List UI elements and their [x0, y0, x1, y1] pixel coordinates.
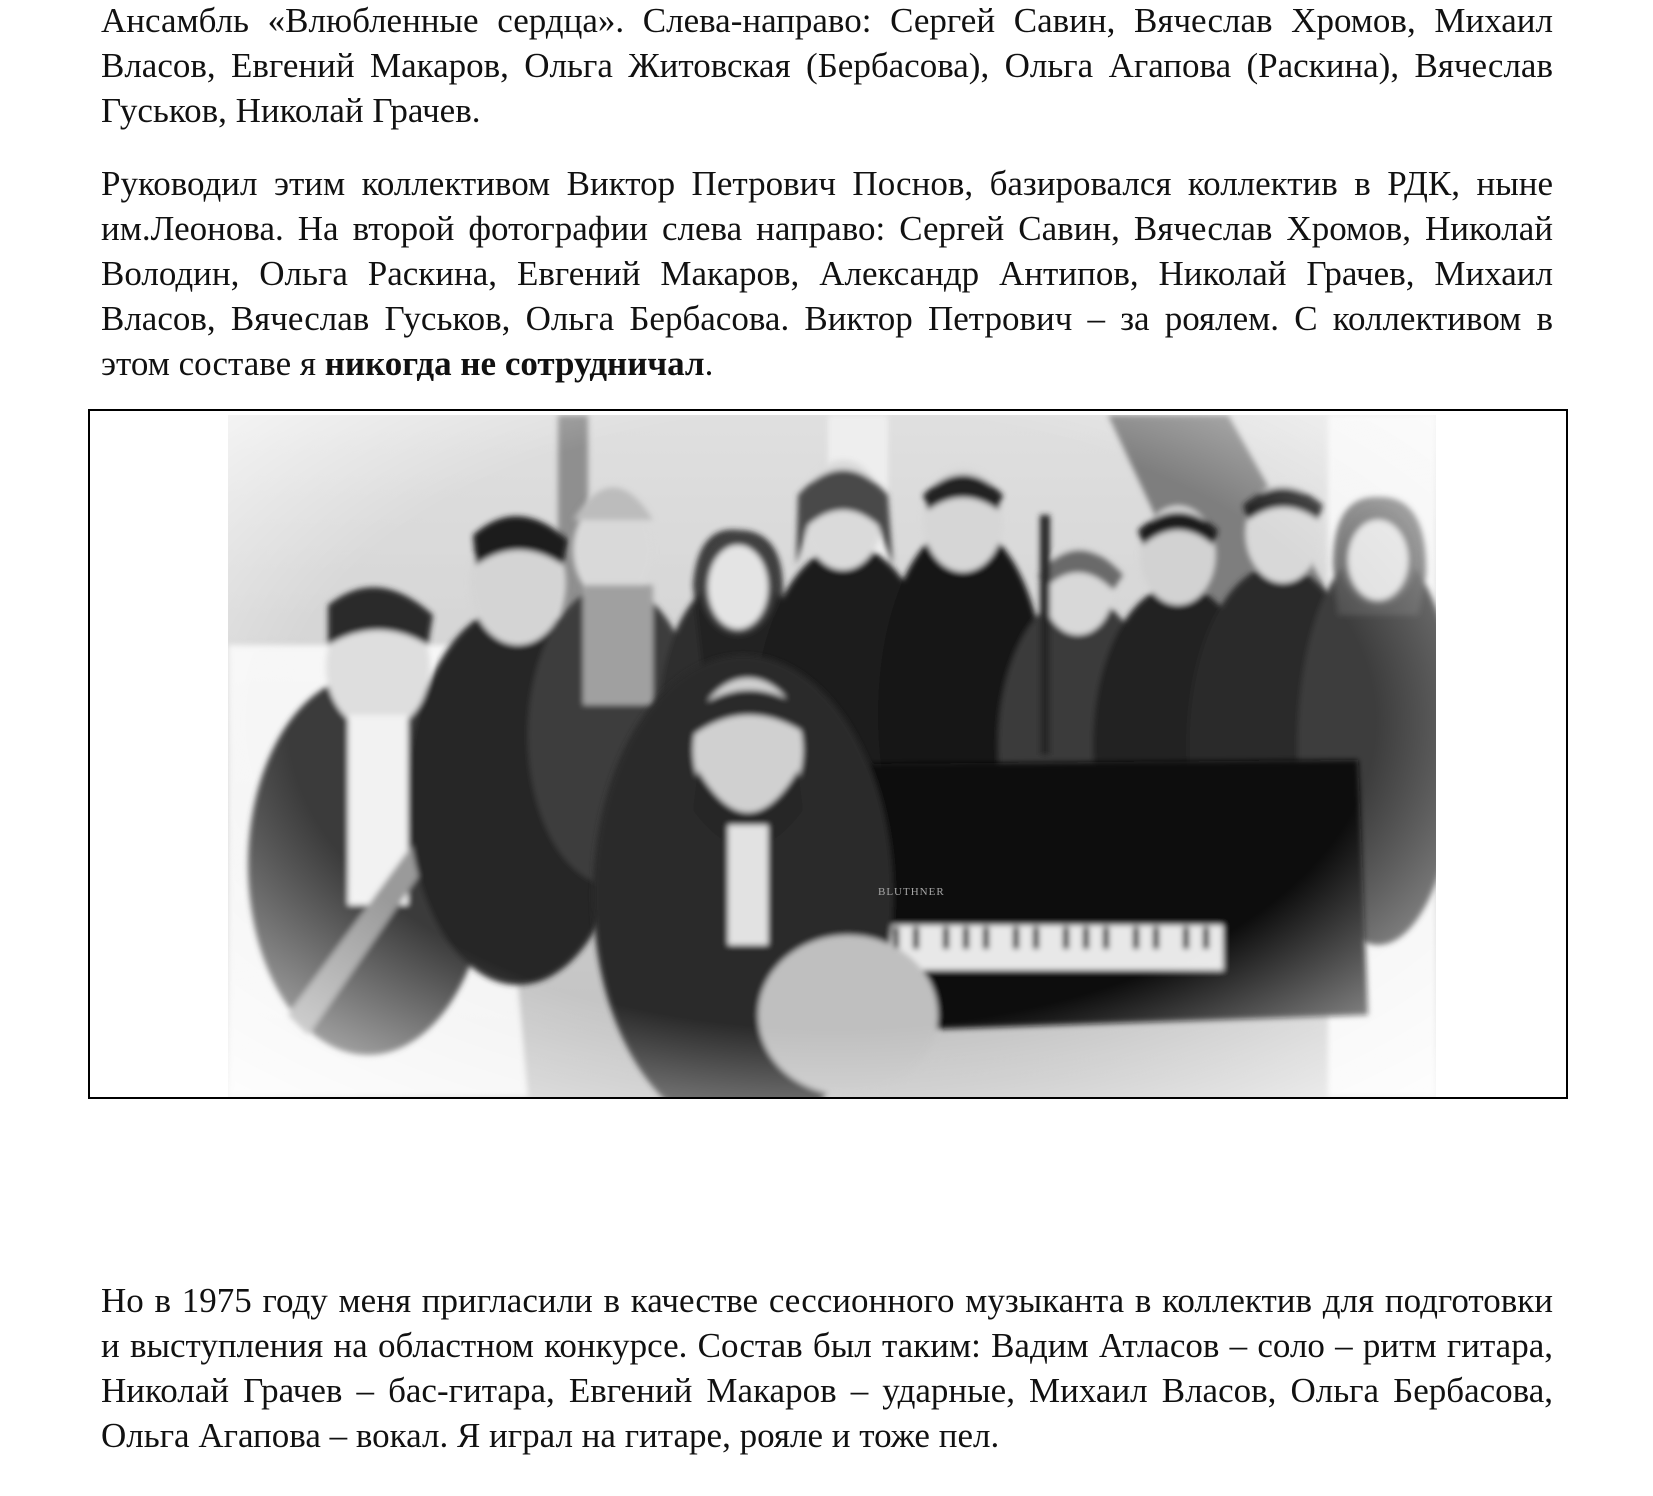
group-photo — [228, 415, 1436, 1097]
paragraph-session-musician: Но в 1975 году меня пригласили в качестве сессионного музыканта в коллектив для подготовки и выступления на областном конкурсе. Состав был таким: Вадим Атласов – соло – ритм гитара, Николай Грачев – бас-гитара, Евгений Макаров – ударные, Михаил Власов, Ольга Бербасова, Ольга Агапова – вокал. Я играл на гитаре, рояле и тоже пел. — [101, 1281, 1553, 1455]
paragraph-director-description — [101, 161, 1553, 386]
photo-frame — [88, 409, 1568, 1099]
bold-emphasis: никогда не сотрудничал — [324, 344, 705, 383]
group-photo-drawing — [228, 415, 1436, 1097]
paragraph-end: . — [704, 344, 714, 383]
paragraph-ensemble-caption: Ансамбль «Влюбленные сердца». Слева-направо: Сергей Савин, Вячеслав Хромов, Михаил Власов, Евгений Макаров, Ольга Житовская (Бербасова), Ольга Агапова (Раскина), Вячеслав Гуськов, Николай Грачев. — [101, 1, 1553, 130]
paragraph-text: Руководил этим коллективом Виктор Петрович Поснов, базировался коллектив в РДК, ныне им.Леонова. На второй фотографии слева направо: Сергей Савин, Вячеслав Хромов, Николай Володин, Ольга Раскина, Евгений Макаров, Александр Антипов, Николай Грачев, Михаил Власов, Вячеслав Гуськов, Ольга Бербасова. Виктор Петрович – за роялем. С коллективом в этом составе я — [101, 164, 1553, 383]
